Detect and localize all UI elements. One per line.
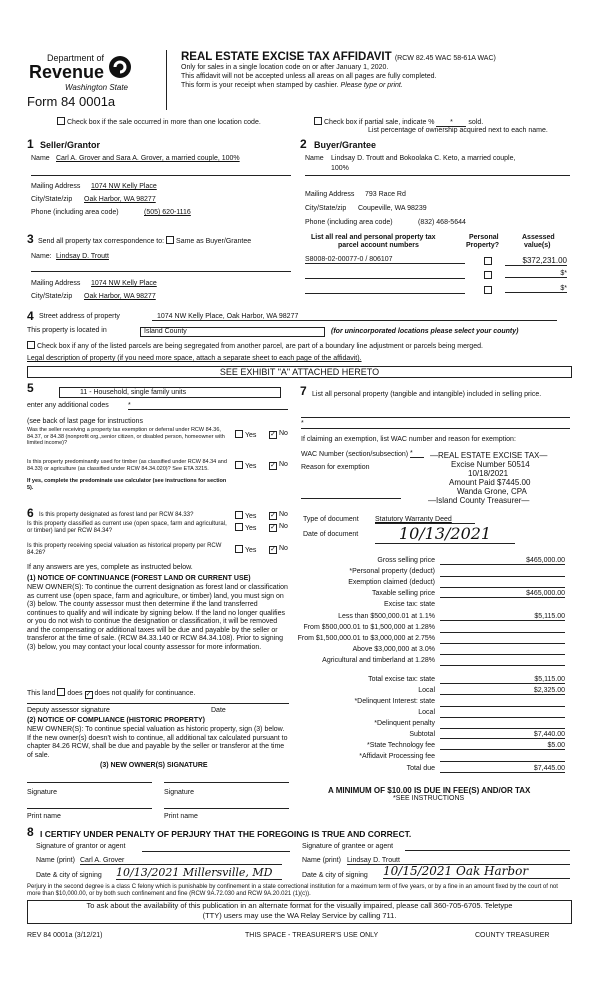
continuance-choice: This land does ✓ does not qualify for continuance. [27,688,195,699]
treasurer-space: THIS SPACE - TREASURER'S USE ONLY [245,932,379,939]
personal-property-line-2[interactable] [301,428,570,429]
partial-sale-check[interactable]: Check box if partial sale, indicate % * sold. [314,117,483,127]
forest-question: Is this property designated as forest land per RCW 84.33? [39,512,194,518]
segregation-check[interactable]: Check box if any of the listed parcels are being segregated from another parcel, are part of a boundary line adjustment or parcels being merged. [27,341,483,350]
same-as-buyer-checkbox[interactable] [166,236,174,244]
notice-continuance-heading: (1) NOTICE OF CONTINUANCE (FOREST LAND OR CURRENT USE) [27,575,251,582]
tax-label-18: Total due [406,765,435,772]
does-checkbox[interactable] [57,688,65,696]
corr-city-field[interactable]: Oak Harbor, WA 98277 [84,293,156,300]
seller-name-label: Name [31,155,50,162]
section-1-number: 1 [27,137,34,151]
tax-value-17[interactable] [440,753,565,762]
section-2-number: 2 [300,137,307,151]
header-line-1: Only for sales in a single location code on or after January 1, 2020. [181,64,389,71]
tax-value-18[interactable]: $7,445.00 [440,765,565,773]
parcel-header: List all real and personal property tax [311,234,436,241]
dept-label: Department of [47,53,105,63]
grantor-signature-label: Signature of grantor or agent [36,843,126,850]
location-label: This property is located in [27,327,107,334]
checkbox[interactable] [235,511,243,519]
page-title: REAL ESTATE EXCISE TAX AFFIDAVIT (RCW 82.45 WAC 58-61A WAC) [181,51,496,63]
form-revision: REV 84 0001a (3/12/21) [27,932,103,939]
tax-value-2[interactable] [440,579,565,588]
q2-no[interactable]: ✓ No [269,461,288,470]
buyer-phone-label: Phone (including area code) [305,219,393,226]
checkbox[interactable] [269,431,277,439]
assessed-header: Assessed [522,234,555,241]
parcel-row-1-value[interactable]: $372,231.00 [505,256,567,266]
seller-city-field[interactable]: Oak Harbor, WA 98277 [84,196,156,203]
tax-label-5: Less than $500,000.01 at 1.1% [338,613,435,620]
tax-label-2: Exemption claimed (deduct) [348,579,435,586]
street-label: Street address of property [39,313,120,320]
grantor-name-label: Name (print) [36,857,75,864]
if-any-note: If any answers are yes, complete as instructed below. [27,564,193,571]
header-divider [166,50,167,110]
assessed-header-2: value(s) [524,242,551,249]
tax-label-6: From $500,000.01 to $1,500,000 at 1.28% [303,624,435,631]
stamp-line-3: 10/18/2021 [468,469,509,478]
section-4-number: 4 [27,309,34,323]
buyer-name-line [305,175,570,176]
section-8-number: 8 [27,825,34,839]
checkbox[interactable] [235,545,243,553]
q5-no[interactable]: ✓ No [269,545,288,554]
print-label-2: Print name [164,813,198,820]
alternate-format-box [27,900,572,924]
additional-codes-label: enter any additional codes [27,402,109,409]
q4-no[interactable]: ✓ No [269,523,288,532]
q3-yes[interactable]: Yes [235,511,256,520]
owner-signature-line-1[interactable] [27,782,152,783]
doc-type-label: Type of document [303,516,359,523]
parcel-row-1-acct[interactable]: S8008-02-00077-0 / 806107 [305,256,465,264]
header-line-3: This form is your receipt when stamped by cashier. Please type or print. [181,82,403,89]
doc-date-field[interactable]: 10/13/2021 [375,524,515,544]
checkbox[interactable] [27,341,35,349]
section-7-number: 7 [300,384,307,398]
print-label-1: Print name [27,813,61,820]
tax-label-15: Subtotal [409,731,435,738]
tax-value-15[interactable]: $7,440.00 [440,731,565,739]
seller-mail-field[interactable]: 1074 NW Kelly Place [91,183,157,190]
new-owner-signature-heading: (3) NEW OWNER(S) SIGNATURE [100,762,208,769]
tax-label-0: Gross selling price [377,557,435,564]
signature-label-1: Signature [27,789,57,796]
doc-date-label: Date of document [303,531,359,538]
additional-codes-field[interactable]: * [128,402,288,410]
q4-yes[interactable]: Yes [235,523,256,532]
q3-no[interactable]: ✓ No [269,511,288,520]
state-label: Washington State [65,83,129,92]
tax-label-9: Agricultural and timberland at 1.28% [322,657,435,664]
parcel-row-2-value[interactable]: $* [505,270,567,278]
q2-yes[interactable]: Yes [235,461,256,470]
personal-property-label: List all personal property (tangible and intangible) included in selling price. [312,391,542,398]
correspondence-label: Send all property tax correspondence to: Same as Buyer/Grantee [38,238,252,245]
personal-property-star: * [301,420,304,427]
alt-line-2: (TTY) users may use the WA Relay Service by calling 711. [202,910,397,920]
grantor-date-field[interactable]: 10/13/2021 Millersville, MD [116,866,282,880]
tax-label-1: *Personal property (deduct) [349,568,435,575]
legal-description-field[interactable]: SEE EXHIBIT "A" ATTACHED HERETO [27,366,572,378]
corr-mail-label: Mailing Address [31,280,81,287]
tax-value-11[interactable]: $2,325.00 [440,687,565,695]
revenue-label: Revenue [29,62,105,82]
doc-type-field[interactable]: Statutory Warranty Deed [375,516,475,524]
section-6-number: 6 [27,506,34,520]
grantee-date-label: Date & city of signing [302,872,368,879]
notice-continuance-text: NEW OWNER(S): To continue the current designation as forest land or classification as current use (open space, farm and agriculture, or timber) land, you must sign on (3) below. The county assessor must then determine if the land transferred continues to qualify and will indicate by signing below. If the land no longer qualifies or you do not wish to continue the designation or classification, it will be removed and the compensating or additional taxes will be due and payable by the seller or transferor at the time of sale. (RCW 84.33.140 or RCW 84.34.108). Prior to signing (3) below, you may contact your local county assessor for more information. [27,584,288,651]
seller-heading: Seller/Grantor [40,140,101,150]
tax-label-11: Local [418,687,435,694]
tax-value-14[interactable] [440,720,565,729]
notice-compliance-heading: (2) NOTICE OF COMPLIANCE (HISTORIC PROPERTY) [27,717,205,724]
tax-label-7: From $1,500,000.01 to $3,000,000 at 2.75% [297,635,435,642]
notice-compliance-text: NEW OWNER(S): To continue special valuation as historic property, sign (3) below. If the new owner(s) doesn't wish to continue, all additional tax calculated pursuant to chapter 84.26 RCW, shall be due and payable by the seller or transferor at the time of sale. [27,726,288,759]
seller-mail-label: Mailing Address [31,183,81,190]
question-timber-note: If yes, complete the predominate use calculator (see instructions for section 5). [27,478,227,491]
seller-phone-field[interactable]: (505) 620-1116 [144,209,191,216]
personal-header-2: Property? [466,242,500,249]
print-line-1[interactable] [27,808,152,809]
checkbox[interactable] [57,117,65,125]
tax-label-8: Above $3,000,000 at 3.0% [352,646,435,653]
stamp-line-2: Excise Number 50514 [451,460,530,469]
deputy-signature-label: Deputy assessor signature [27,707,110,714]
checkbox[interactable] [235,430,243,438]
buyer-name-label: Name [305,155,324,162]
checkbox[interactable] [235,523,243,531]
minimum-fee-note: A MINIMUM OF $10.00 IS DUE IN FEE(S) AND/OR TAX [328,786,531,795]
tax-label-14: *Delinquent penalty [374,720,435,727]
tax-value-12[interactable] [440,698,565,707]
checkbox[interactable] [269,546,277,554]
checkbox[interactable] [314,117,322,125]
corr-name-field[interactable]: Lindsay D. Troutt [56,253,109,260]
seller-city-label: City/State/zip [31,196,73,203]
tax-value-9[interactable] [440,657,565,666]
stamp-line-5: Wanda Grone, CPA [457,487,527,496]
stamp-line-4: Amount Paid $7445.00 [449,478,531,487]
signature-label-2: Signature [164,789,194,796]
parcel-row-2-personal-checkbox[interactable] [484,271,492,279]
corr-mail-field[interactable]: 1074 NW Kelly Place [91,280,157,287]
seller-phone-label: Phone (including area code) [31,209,119,216]
certify-statement: I CERTIFY UNDER PENALTY OF PERJURY THAT THE FOREGOING IS TRUE AND CORRECT. [40,829,412,839]
grantee-date-field[interactable]: 10/15/2021 Oak Harbor [383,864,570,879]
county-select[interactable]: Island County [140,327,325,337]
grantor-name-field[interactable]: Carl A. Grover [80,857,282,865]
section-3-number: 3 [27,232,34,246]
grantee-name-field[interactable]: Lindsay D. Troutt [347,857,570,865]
tax-label-13: Local [418,709,435,716]
seller-name-field[interactable]: Carl A. Grover and Sara A. Grover, a married couple, 100% [56,155,240,162]
see-back-note: (see back of last page for instructions [27,418,143,425]
tax-value-5[interactable]: $5,115.00 [440,613,565,621]
tax-label-10: Total excise tax: state [368,676,435,683]
buyer-city-field[interactable]: Coupeville, WA 98239 [358,205,427,212]
deputy-signature-line[interactable] [27,703,289,704]
corr-name-label: Name: [31,253,52,260]
tax-value-16[interactable]: $5.00 [440,742,565,750]
seller-name-line-2 [31,175,291,176]
section-5-number: 5 [27,381,34,395]
buyer-phone-field[interactable]: (832) 468-5644 [418,219,466,226]
buyer-mail-label: Mailing Address [305,191,355,198]
print-line-2[interactable] [164,808,289,809]
alt-line-1: To ask about the availability of this publication in an alternate format for the visually impaired, please call 360-705-6705. Teletype [86,901,513,910]
perjury-notice: Perjury in the second degree is a class C felony which is punishable by confinement in a state correctional institution for a maximum term of five years, or by a fine in an amount fixed by the court of not more than $10,000.00, or by both such confinement and fine (RCW 9A.72.030 and RCW 9A.20.021 (1)(c)). [27,884,558,897]
tax-value-0[interactable]: $465,000.00 [440,557,565,565]
reason-label: Reason for exemption [301,464,370,471]
corr-city-label: City/State/zip [31,293,73,300]
checkbox[interactable] [269,512,277,520]
wac-label: WAC Number (section/subsection) [301,451,409,458]
multi-location-check[interactable]: Check box if the sale occurred in more than one location code. [57,117,261,126]
tax-value-13[interactable] [440,709,565,718]
tax-value-8[interactable] [440,646,565,655]
street-field[interactable]: 1074 NW Kelly Place, Oak Harbor, WA 98277 [152,313,557,321]
legal-description-label: Legal description of property (if you need more space, attach a separate sheet to each page of the affidavit). [27,355,362,362]
checkbox[interactable] [235,461,243,469]
corr-line [31,271,291,272]
buyer-heading: Buyer/Grantee [314,140,377,150]
tax-value-1[interactable] [440,568,565,577]
revenue-swirl-icon [107,54,133,80]
historic-question: Is this property receiving special valuation as historical property per RCW 84.26? [27,543,222,556]
q1-no[interactable]: ✓ No [269,430,288,439]
claim-exemption-label: If claiming an exemption, list WAC number and reason for exemption: [301,436,516,443]
tax-value-6[interactable] [440,624,565,633]
question-exemption: Was the seller receiving a property tax exemption or deferral under RCW 84.36, 84.37, or 84.38 (nonprofit org.,senior citizen, or disabled person, homeowner with limited income)? [27,427,225,446]
reason-line[interactable] [301,498,401,499]
grantor-date-label: Date & city of signing [36,872,102,879]
tax-label-17: *Affidavit Processing fee [359,753,435,760]
question-timber: Is this property predominantly used for timber (as classified under RCW 84.34 and 84.33) or agriculture (as classified under RCW 84.34.020)? See ETA 3215. [27,459,227,472]
tax-value-7[interactable] [440,635,565,644]
does-not-checkbox[interactable] [85,691,93,699]
current-use-question: Is this property classified as current use (open space, farm and agricultural, or timber) land per RCW 84.34? [27,521,227,534]
buyer-name-field[interactable]: Lindsay D. Troutt and Bokoolaka C. Keto, a married couple, [331,155,516,162]
header-line-2: This affidavit will not be accepted unless all areas on all pages are fully completed. [181,73,437,80]
tax-label-3: Taxable selling price [371,590,435,597]
parcel-row-3-personal-checkbox[interactable] [484,286,492,294]
parcel-row-3-acct[interactable] [305,285,465,294]
parcel-row-1-personal-checkbox[interactable] [484,257,492,265]
list-percentage-note: List percentage of ownership acquired next to each name. [368,127,548,134]
parcel-row-3-value[interactable]: $* [505,285,567,293]
buyer-name-field-2[interactable]: 100% [331,165,349,172]
tax-label-16: *State Technology fee [367,742,435,749]
owner-signature-line-2[interactable] [164,782,289,783]
wac-field[interactable]: * [410,450,424,458]
form-number: Form 84 0001a [27,94,116,109]
checkbox[interactable] [269,462,277,470]
stamp-line-6: —Island County Treasurer— [428,496,530,505]
county-note: (for unincorporated locations please select your county) [331,328,519,335]
parcel-header-2: parcel account numbers [338,242,419,249]
buyer-city-label: City/State/zip [305,205,347,212]
tax-label-12: *Delinquent Interest: state [354,698,435,705]
tax-value-10[interactable]: $5,115.00 [440,676,565,684]
parcel-row-2-acct[interactable] [305,270,465,279]
checkbox[interactable] [269,524,277,532]
grantor-signature-field[interactable] [142,836,290,852]
land-use-select[interactable]: 11 - Household, single family units [59,387,281,398]
see-instructions-note: *SEE INSTRUCTIONS [393,795,465,802]
q5-yes[interactable]: Yes [235,545,256,554]
tax-value-3[interactable]: $465,000.00 [440,590,565,598]
personal-property-line[interactable] [301,417,570,418]
tax-label-4: Excise tax: state [384,601,435,608]
county-treasurer-label: COUNTY TREASURER [475,932,550,939]
grantee-name-label: Name (print) [302,857,341,864]
grantee-signature-label: Signature of grantee or agent [302,843,394,850]
grantee-signature-field[interactable] [405,836,570,851]
deputy-date-label: Date [211,707,226,714]
stamp-line-1: —REAL ESTATE EXCISE TAX— [430,451,548,460]
buyer-mail-field[interactable]: 793 Race Rd [365,191,406,198]
q1-yes[interactable]: Yes [235,430,256,439]
personal-header: Personal [469,234,499,241]
